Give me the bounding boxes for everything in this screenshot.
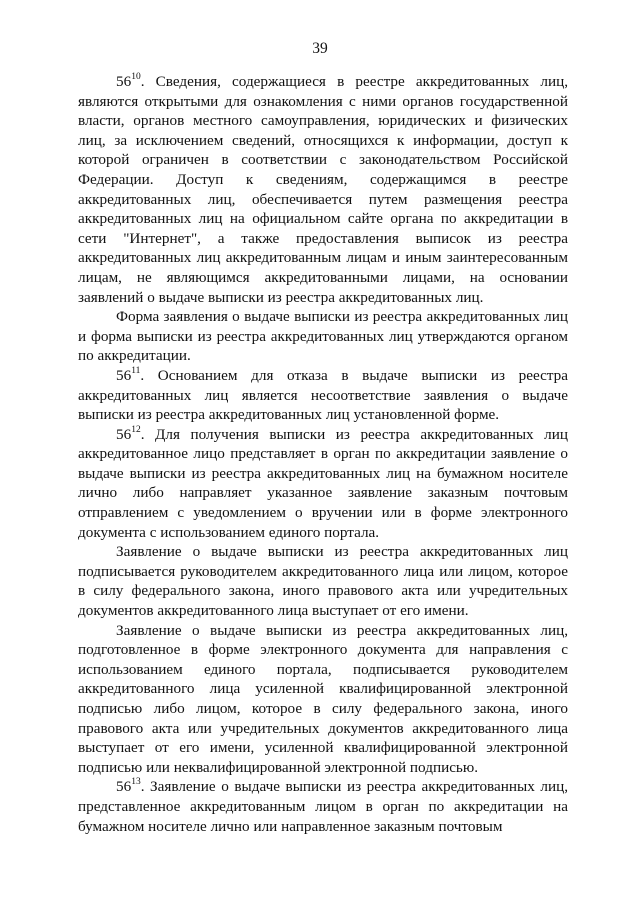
paragraph-56-13 (78, 777, 568, 836)
clause-superscript: 13 (131, 777, 141, 788)
paragraph-form-approval (78, 307, 568, 366)
paragraph-text: . Заявление о выдаче выписки из реестра аккредитованных лиц, представленное аккредитованным лицом в орган по аккредитации на бумажном носителе лично или направленное заказным почтовым (78, 778, 568, 835)
clause-superscript: 11 (131, 365, 141, 376)
paragraph-signature-paper (78, 542, 568, 620)
paragraph-56-10 (78, 72, 568, 307)
paragraph-56-12 (78, 425, 568, 543)
paragraph-text: . Основанием для отказа в выдаче выписки из реестра аккредитованных лиц является несоответствие заявления о выдаче выписки из реестра аккредитованных лиц установленной форме. (78, 366, 568, 424)
paragraph-text: . Сведения, содержащиеся в реестре аккредитованных лиц, являются открытыми для ознакомления с ними органов государственной власти, органов местного самоуправления, юридических и физических лиц, за исключением сведений, относящихся к информации, доступ к которой ограничен в соответствии с законодательством Российской Федерации. Доступ к сведениям, содержащимся в реестре аккредитованных лиц, обеспечивается путем размещения реестра аккредитованных лиц на официальном сайте органа по аккредитации в сети "Интернет", а также предоставления выписок из реестра аккредитованных лиц аккредитованным лицам и иным заинтересованным лицам, не являющимся аккредитованными лицами, на основании заявлений о выдаче выписки из реестра аккредитованных лиц. (78, 73, 568, 306)
clause-superscript: 12 (131, 424, 141, 435)
paragraph-text: Заявление о выдаче выписки из реестра аккредитованных лиц, подготовленное в форме электронного документа для направления с использованием единого портала, подписывается руководителем аккредитованного лица усиленной квалифицированной электронной подписью либо лицом, которое в силу федерального закона, иного правового акта или учредительных документов аккредитованного лица выступает от его имени, усиленной квалифицированной электронной подписью или неквалифицированной электронной подписью. (78, 621, 568, 776)
clause-number: 56 (116, 778, 132, 796)
paragraph-text: . Для получения выписки из реестра аккредитованных лиц аккредитованное лицо представляет в орган по аккредитации заявление о выдаче выписки из реестра аккредитованных лиц на бумажном носителе лично либо направляет указанное заявление заказным почтовым отправлением с уведомлением о вручении или в форме электронного документа с использованием единого портала. (78, 425, 568, 541)
clause-number: 56 (116, 366, 132, 384)
clause-superscript: 10 (131, 71, 141, 82)
page-number: 39 (312, 40, 328, 57)
paragraph-signature-electronic (78, 621, 568, 778)
paragraph-56-11 (78, 366, 568, 425)
paragraph-text: Форма заявления о выдаче выписки из реестра аккредитованных лиц и форма выписки из реестра аккредитованных лиц утверждаются органом по аккредитации. (78, 308, 568, 365)
document-body (78, 72, 568, 836)
clause-number: 56 (116, 425, 132, 443)
clause-number: 56 (116, 73, 132, 90)
paragraph-text: Заявление о выдаче выписки из реестра аккредитованных лиц подписывается руководителем аккредитованного лица или лицом, которое в силу федерального закона, иного правового акта или учредительных документов аккредитованного лица выступает от его имени. (78, 543, 568, 620)
